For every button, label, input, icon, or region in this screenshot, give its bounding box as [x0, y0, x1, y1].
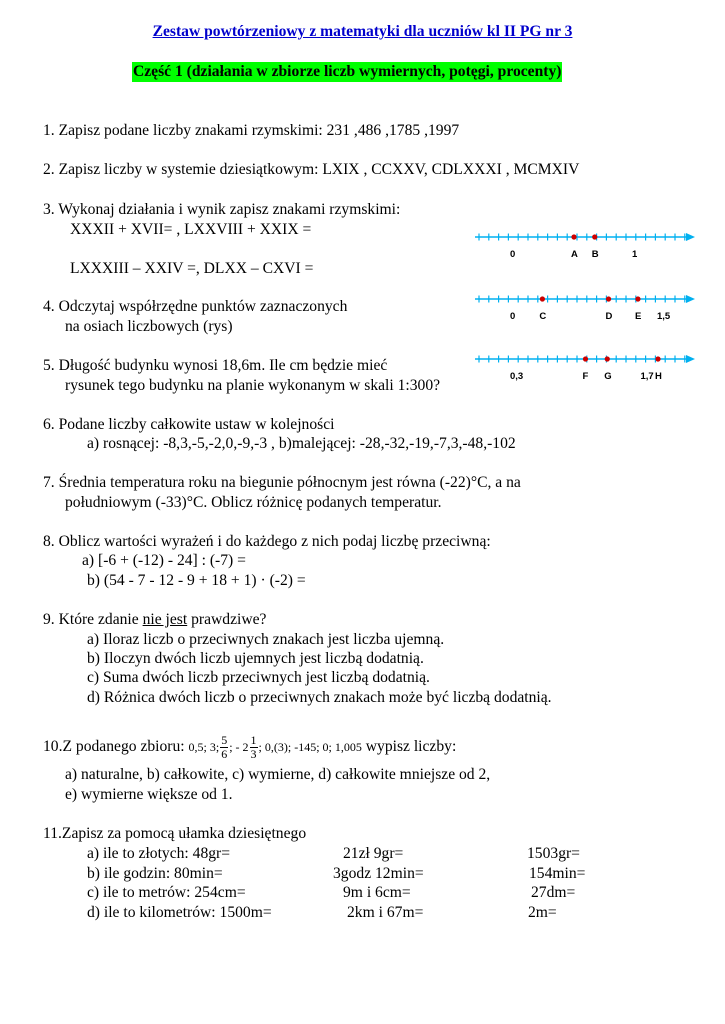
- question-8: 8. Oblicz wartości wyrażeń i do każdego z nich podaj liczbę przeciwną:: [43, 533, 491, 550]
- axis-point: [571, 234, 576, 239]
- q11-row-col3: 27dm=: [531, 884, 576, 901]
- axis-point: [540, 296, 545, 301]
- axis-point: [592, 234, 597, 239]
- axis-point: [655, 356, 660, 361]
- q11-row-label: b) ile godzin: 80min=: [87, 865, 223, 882]
- question-9-b: b) Iloczyn dwóch liczb ujemnych jest liczbą dodatnią.: [87, 650, 424, 667]
- question-2: 2. Zapisz liczby w systemie dziesiątkowym: LXIX , CCXXV, CDLXXXI , MCMXIV: [43, 161, 580, 178]
- axis-point-label: 0: [510, 249, 516, 260]
- q11-row-label: c) ile to metrów: 254cm=: [87, 884, 246, 901]
- axis-point-label: D: [605, 311, 613, 322]
- question-8-b: b) (54 - 7 - 12 - 9 + 18 + 1) · (-2) =: [87, 572, 306, 589]
- question-5: 5. Długość budynku wynosi 18,6m. Ile cm będzie mieć: [43, 357, 388, 374]
- set-part-b: ; - 2: [229, 740, 249, 755]
- axis-point-label: 1,7: [640, 371, 654, 382]
- fraction-1-3: [250, 734, 258, 761]
- axis-point-label: F: [582, 371, 589, 382]
- axis-point-label: 1,5: [657, 311, 671, 322]
- question-9: [43, 610, 266, 630]
- axis-point-label: B: [591, 249, 599, 260]
- axis-point: [606, 296, 611, 301]
- arrow-head-icon: [686, 355, 695, 363]
- question-1: 1. Zapisz podane liczby znakami rzymskimi: 231 ,486 ,1785 ,1997: [43, 122, 460, 139]
- q11-row-col2: 2km i 67m=: [347, 904, 424, 921]
- axis-point: [635, 296, 640, 301]
- question-3: 3. Wykonaj działania i wynik zapisz znakami rzymskimi:: [43, 201, 401, 218]
- axis-point-label: A: [571, 249, 578, 260]
- question-6: 6. Podane liczby całkowite ustaw w kolejności: [43, 416, 335, 433]
- question-4-line2: na osiach liczbowych (rys): [65, 318, 233, 335]
- question-8-a: a) [-6 + (-12) - 24] : (-7) =: [82, 552, 246, 569]
- question-4: 4. Odczytaj współrzędne punktów zaznaczonych: [43, 298, 348, 315]
- question-10-line2: a) naturalne, b) całkowite, c) wymierne, d) całkowite mniejsze od 2,: [65, 766, 491, 783]
- fraction-5-6: [220, 734, 228, 761]
- set-part-c: ; 0,(3); -145; 0; 1,005: [258, 740, 362, 755]
- question-11: 11.Zapisz za pomocą ułamka dziesiętnego: [43, 825, 307, 842]
- question-3-b: LXXXIII – XXIV =, DLXX – CXVI =: [70, 260, 314, 277]
- question-10: [43, 734, 456, 761]
- question-7-line2: południowym (-33)°C. Oblicz różnicę podanych temperatur.: [65, 494, 442, 511]
- q11-row-label: d) ile to kilometrów: 1500m=: [87, 904, 272, 921]
- axis-point: [605, 356, 610, 361]
- question-9-underlined: nie jest: [142, 611, 188, 628]
- question-9-c: c) Suma dwóch liczb przeciwnych jest liczbą dodatnią.: [87, 669, 430, 686]
- axis-point-label: 0,3: [510, 371, 524, 382]
- axis-point-label: E: [634, 311, 642, 322]
- fraction-numerator: 1: [250, 733, 257, 747]
- fraction-denominator: 3: [250, 747, 257, 761]
- part-heading: Część 1 (działania w zbiorze liczb wymiernych, potęgi, procenty): [133, 63, 562, 80]
- question-3-a: XXXII + XVII= , LXXVIII + XXIX =: [70, 221, 312, 238]
- fraction-denominator: 6: [221, 747, 228, 761]
- axis-point-label: G: [604, 371, 612, 382]
- axis-point: [583, 356, 588, 361]
- q11-row-col3: 154min=: [529, 865, 586, 882]
- question-10-pre: 10.Z podanego zbioru:: [43, 738, 185, 756]
- question-9-d: d) Różnica dwóch liczb o przeciwnych znakach może być liczbą dodatnią.: [87, 689, 552, 706]
- axis-point-label: 1: [632, 249, 638, 260]
- arrow-head-icon: [686, 233, 695, 241]
- page-title: Zestaw powtórzeniowy z matematyki dla uczniów kl II PG nr 3: [152, 23, 573, 40]
- q11-row-col3: 2m=: [528, 904, 557, 921]
- q11-row-label: a) ile to złotych: 48gr=: [87, 845, 231, 862]
- question-9-a: a) Iloraz liczb o przeciwnych znakach jest liczba ujemną.: [87, 631, 445, 648]
- fraction-numerator: 5: [221, 733, 228, 747]
- question-9-post: prawdziwe?: [187, 611, 267, 628]
- question-5-line2: rysunek tego budynku na planie wykonanym w skali 1:300?: [65, 377, 441, 394]
- q11-row-col2: 9m i 6cm=: [343, 884, 411, 901]
- arrow-head-icon: [686, 295, 695, 303]
- q11-row-col3: 1503gr=: [527, 845, 580, 862]
- q11-row-col2: 3godz 12min=: [333, 865, 424, 882]
- question-10-post: wypisz liczby:: [365, 738, 457, 756]
- question-10-line3: e) wymierne większe od 1.: [65, 786, 233, 803]
- question-6-line2: a) rosnącej: -8,3,-5,-2,0,-9,-3 , b)malejącej: -28,-32,-19,-7,3,-48,-102: [87, 435, 516, 452]
- set-part-a: 0,5; 3;: [188, 740, 220, 755]
- question-9-pre: 9. Które zdanie: [43, 611, 143, 628]
- question-7: 7. Średnia temperatura roku na biegunie północnym jest równa (-22)°C, a na: [43, 474, 521, 491]
- q11-row-col2: 21zł 9gr=: [343, 845, 404, 862]
- axis-point-label: H: [655, 371, 662, 382]
- axis-point-label: 0: [510, 311, 516, 322]
- axis-point-label: C: [539, 311, 547, 322]
